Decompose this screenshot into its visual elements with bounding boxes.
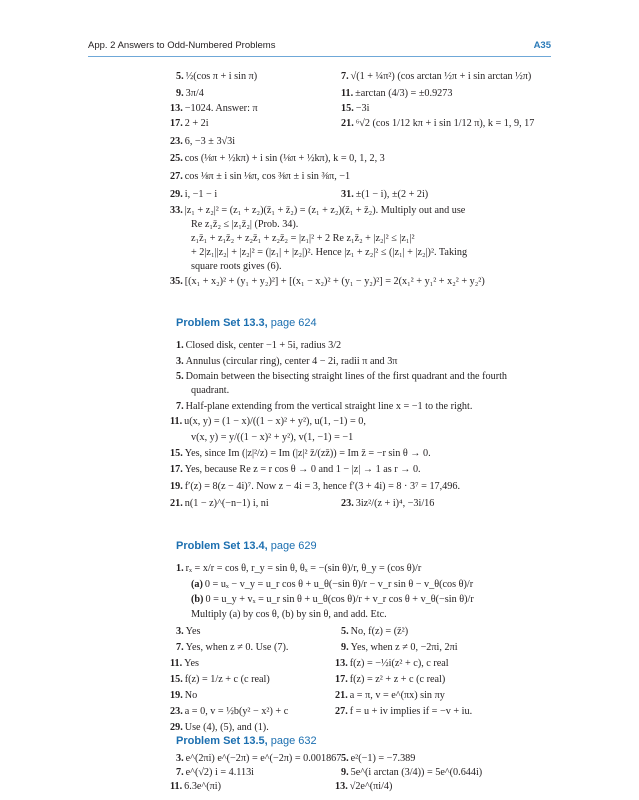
answer: 21. n(1 − z)^(−n−1) i, ni [170,498,269,509]
section-heading: Problem Set 13.5, page 632 [176,735,317,747]
running-header [88,40,551,56]
answer: 11. u(x, y) = (1 − x)/((1 − x)² + y²), u(1, −1) = 0, [170,416,366,427]
answer: 19. No [170,690,198,701]
header-left: App. 2 Answers to Odd-Numbered Problems [88,40,276,51]
answer: Multiply (a) by cos θ, (b) by sin θ, and add. Etc. [191,609,387,620]
answer: + 2|z₁||z₂| + |z₂|² = (|z₁| + |z₂|)². Hence |z₁ + z₂|² ≤ (|z₁| + |z₂|)². Taking [191,247,468,258]
answer: 17. 2 + 2i [170,118,209,129]
answer: 27. f = u + iv implies if = −v + iu. [335,706,473,717]
answer: (a) 0 = uₓ − v_y = u_r cos θ + u_θ(−sin θ)/r − v_r sin θ − v_θ(cos θ)/r [191,579,474,590]
answer: 7. Yes, when z ≠ 0. Use (7). [176,642,289,653]
answer: 7. √(1 + ¼π²) (cos arctan ½π + i sin arctan ½π) [341,71,532,82]
answer: z₁z̄₁ + z₁z̄₂ + z₂z̄₁ + z₂z̄₂ = |z₁|² + 2 Re z₁z̄₂ + |z₂|² ≤ |z₁|² [191,233,415,244]
answer: 27. cos ⅛π ± i sin ⅛π, cos ⅜π ± i sin ⅜π, −1 [170,171,351,182]
answer: v(x, y) = y/((1 − x)² + y²), v(1, −1) = −1 [191,432,354,443]
answer: square roots gives (6). [191,261,282,272]
answer: 5. ½(cos π + i sin π) [176,71,258,82]
answer: Re z₁z̄₂ ≤ |z₁z̄₂| (Prob. 34). [191,219,299,230]
header-rule [88,56,551,57]
answer: 7. e^(√2) i = 4.113i [176,767,255,778]
answer: 15. −3i [341,103,370,114]
answer: 23. 3iz²/(z + i)⁴, −3i/16 [341,498,435,509]
answer: 5. Domain between the bisecting straight lines of the first quadrant and the fourth [176,371,508,382]
answer: quadrant. [191,385,230,396]
answer: 25. cos (⅛π + ½kπ) + i sin (⅛π + ½kπ), k = 0, 1, 2, 3 [170,153,385,164]
answer: 29. Use (4), (5), and (1). [170,722,269,733]
answer: 3. e^(2πi) e^(−2π) = e^(−2π) = 0.001867 [176,753,342,764]
answer: 5. e²(−1) = −7.389 [341,753,416,764]
answer: 7. Half-plane extending from the vertical straight line x = −1 to the right. [176,401,473,412]
page-number: A35 [533,40,551,51]
answer: 9. Yes, when z ≠ 0, −2πi, 2πi [341,642,458,653]
answer: 17. Yes, because Re z = r cos θ → 0 and 1 − |z| → 1 as r → 0. [170,464,421,475]
answer: 13. f(z) = −½i(z² + c), c real [335,658,449,669]
answer: 31. ±(1 − i), ±(2 + 2i) [341,189,429,200]
answer: 17. f(z) = z² + z + c (c real) [335,674,446,685]
answer: 3. Yes [176,626,201,637]
answer: 21. a = π, v = e^(πx) sin πy [335,690,445,701]
answer: 23. 6, −3 ± 3√3i [170,136,236,147]
answer: 9. 5e^(i arctan (3/4)) = 5e^(0.644i) [341,767,483,778]
section-heading: Problem Set 13.3, page 624 [176,317,317,329]
answer: 15. f(z) = 1/z + c (c real) [170,674,270,685]
answer: 1. Closed disk, center −1 + 5i, radius 3/2 [176,340,342,351]
answer: 5. No, f(z) = (z̄²) [341,626,409,637]
answer: 11. ±arctan (4/3) = ±0.9273 [341,88,453,99]
answer: 19. f′(z) = 8(z − 4i)⁷. Now z − 4i = 3, hence f′(3 + 4i) = 8 · 3⁷ = 17,496. [170,481,461,492]
answer: 13. −1024. Answer: π [170,103,258,114]
answer: 35. [(x₁ + x₂)² + (y₁ + y₂)²] + [(x₁ − x₂)² + (y₁ − y₂)²] = 2(x₁² + y₁² + x₂² + y₂²) [170,276,485,287]
answer: 15. Yes, since Im (|z|²/z) = Im (|z|² z̄/(zz̄)) = Im z̄ = −r sin θ → 0. [170,448,431,459]
answer: 29. i, −1 − i [170,189,218,200]
answer: 3. Annulus (circular ring), center 4 − 2i, radii π and 3π [176,356,398,367]
answer: 11. Yes [170,658,199,669]
answer: 9. 3π/4 [176,88,204,99]
answer: 21. ⁶√2 (cos 1/12 kπ + i sin 1/12 π), k = 1, 9, 17 [341,118,535,129]
answer: (b) 0 = u_y + vₓ = u_r sin θ + u_θ(cos θ)/r + v_r cos θ + v_θ(−sin θ)/r [191,594,474,605]
answer: 1. rₓ = x/r = cos θ, r_y = sin θ, θₓ = −(sin θ)/r, θ_y = (cos θ)/r [176,563,422,574]
answer: 33. |z₁ + z₂|² = (z₁ + z₂)(z̄₁ + z̄₂) = (z₁ + z₂)(z̄₁ + z̄₂). Multiply out and use [170,205,466,216]
answer: 11. 6.3e^(πi) [170,781,221,792]
section-heading: Problem Set 13.4, page 629 [176,540,317,552]
answer: 13. √2e^(πi/4) [335,781,393,792]
answer: 23. a = 0, v = ½b(y² − x²) + c [170,706,289,717]
